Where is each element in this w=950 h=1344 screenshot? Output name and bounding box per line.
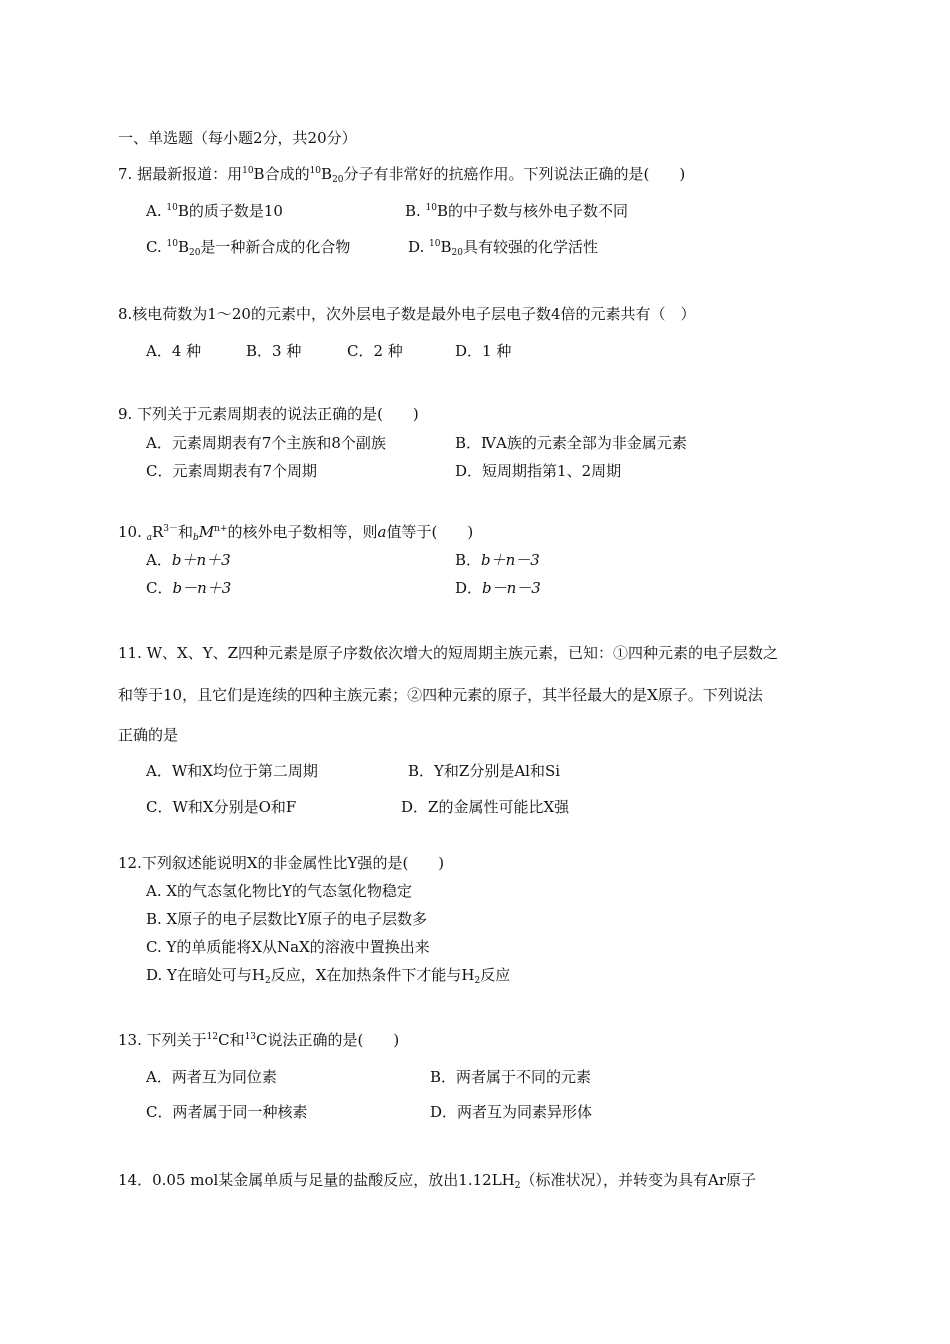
- q10-stem: 10. $_aR^{3-}$和$_bM^{n+}$的核外电子数相等，则a值等于( ): [118, 523, 474, 543]
- q11-option-a[interactable]: A．W和X均位于第二周期: [146, 762, 318, 780]
- section-heading: 一、单选题（每小题2分，共20分）: [118, 129, 357, 147]
- q13-stem: 13. 下列关于$^{12}$C和$^{13}$C说法正确的是( ): [118, 1031, 400, 1049]
- q9-option-c[interactable]: C．元素周期表有7个周期: [146, 462, 318, 480]
- q7-option-b[interactable]: B. $^{10}$B的中子数与核外电子数不同: [405, 202, 629, 220]
- q10-option-b[interactable]: B．b＋n－3: [455, 551, 540, 569]
- q9-option-a[interactable]: A．元素周期表有7个主族和8个副族: [146, 434, 386, 452]
- q8-option-c[interactable]: C．2 种: [347, 342, 403, 360]
- q13-option-c[interactable]: C．两者属于同一种核素: [146, 1103, 308, 1121]
- q14-stem: 14．0.05 mol某金属单质与足量的盐酸反应，放出$1.12LH_2$（标准状况），并转变为具有Ar原子: [118, 1171, 756, 1191]
- q8-option-a[interactable]: A．4 种: [146, 342, 202, 360]
- q11-option-c[interactable]: C．W和X分别是O和F: [146, 798, 297, 816]
- q12-option-a[interactable]: A. X的气态氢化物比Y的气态氢化物稳定: [146, 882, 412, 900]
- q12-stem: 12.下列叙述能说明X的非金属性比Y强的是( ): [118, 854, 445, 872]
- q8-stem: 8.核电荷数为1～20的元素中，次外层电子数是最外电子层电子数4倍的元素共有（ ）: [118, 305, 696, 323]
- q11-stem-line2: 和等于10，且它们是连续的四种主族元素；②四种元素的原子，其半径最大的是X原子。下列说法: [118, 686, 763, 704]
- q7-option-c[interactable]: C. $^{10}B_{20}$是一种新合成的化合物: [146, 238, 351, 258]
- q11-stem-line3: 正确的是: [118, 726, 179, 744]
- q13-option-b[interactable]: B．两者属于不同的元素: [430, 1068, 592, 1086]
- q11-option-d[interactable]: D．Z的金属性可能比X强: [401, 798, 570, 816]
- q9-stem: 9. 下列关于元素周期表的说法正确的是( ): [118, 405, 419, 423]
- q10-option-d[interactable]: D．b－n－3: [455, 579, 541, 597]
- q7-option-a[interactable]: A. $^{10}$B的质子数是10: [146, 202, 283, 220]
- q12-option-c[interactable]: C. Y的单质能将X从NaX的溶液中置换出来: [146, 938, 430, 956]
- q11-option-b[interactable]: B．Y和Z分别是Al和Si: [408, 762, 561, 780]
- q9-option-d[interactable]: D．短周期指第1、2周期: [455, 462, 622, 480]
- q13-option-a[interactable]: A．两者互为同位素: [146, 1068, 277, 1086]
- q8-option-b[interactable]: B．3 种: [246, 342, 302, 360]
- q12-option-d[interactable]: D. Y在暗处可与$H_2$反应，X在加热条件下才能与$H_2$反应: [146, 966, 511, 986]
- q7-option-d[interactable]: D. $^{10}B_{20}$具有较强的化学活性: [408, 238, 598, 258]
- q12-option-b[interactable]: B. X原子的电子层数比Y原子的电子层数多: [146, 910, 428, 928]
- q10-option-c[interactable]: C．b－n＋3: [146, 579, 232, 597]
- q9-option-b[interactable]: B．ⅣA族的元素全部为非金属元素: [455, 434, 687, 452]
- q10-option-a[interactable]: A．b＋n＋3: [146, 551, 231, 569]
- q13-option-d[interactable]: D．两者互为同素异形体: [430, 1103, 593, 1121]
- q7-stem: 7. 据最新报道：用$^{10}$B合成的$^{10}B_{20}$分子有非常好的抗癌作用。下列说法正确的是( ): [118, 165, 686, 185]
- q8-option-d[interactable]: D．1 种: [455, 342, 512, 360]
- q11-stem-line1: 11. W、X、Y、Z四种元素是原子序数依次增大的短周期主族元素，已知：①四种元素的电子层数之: [118, 644, 779, 662]
